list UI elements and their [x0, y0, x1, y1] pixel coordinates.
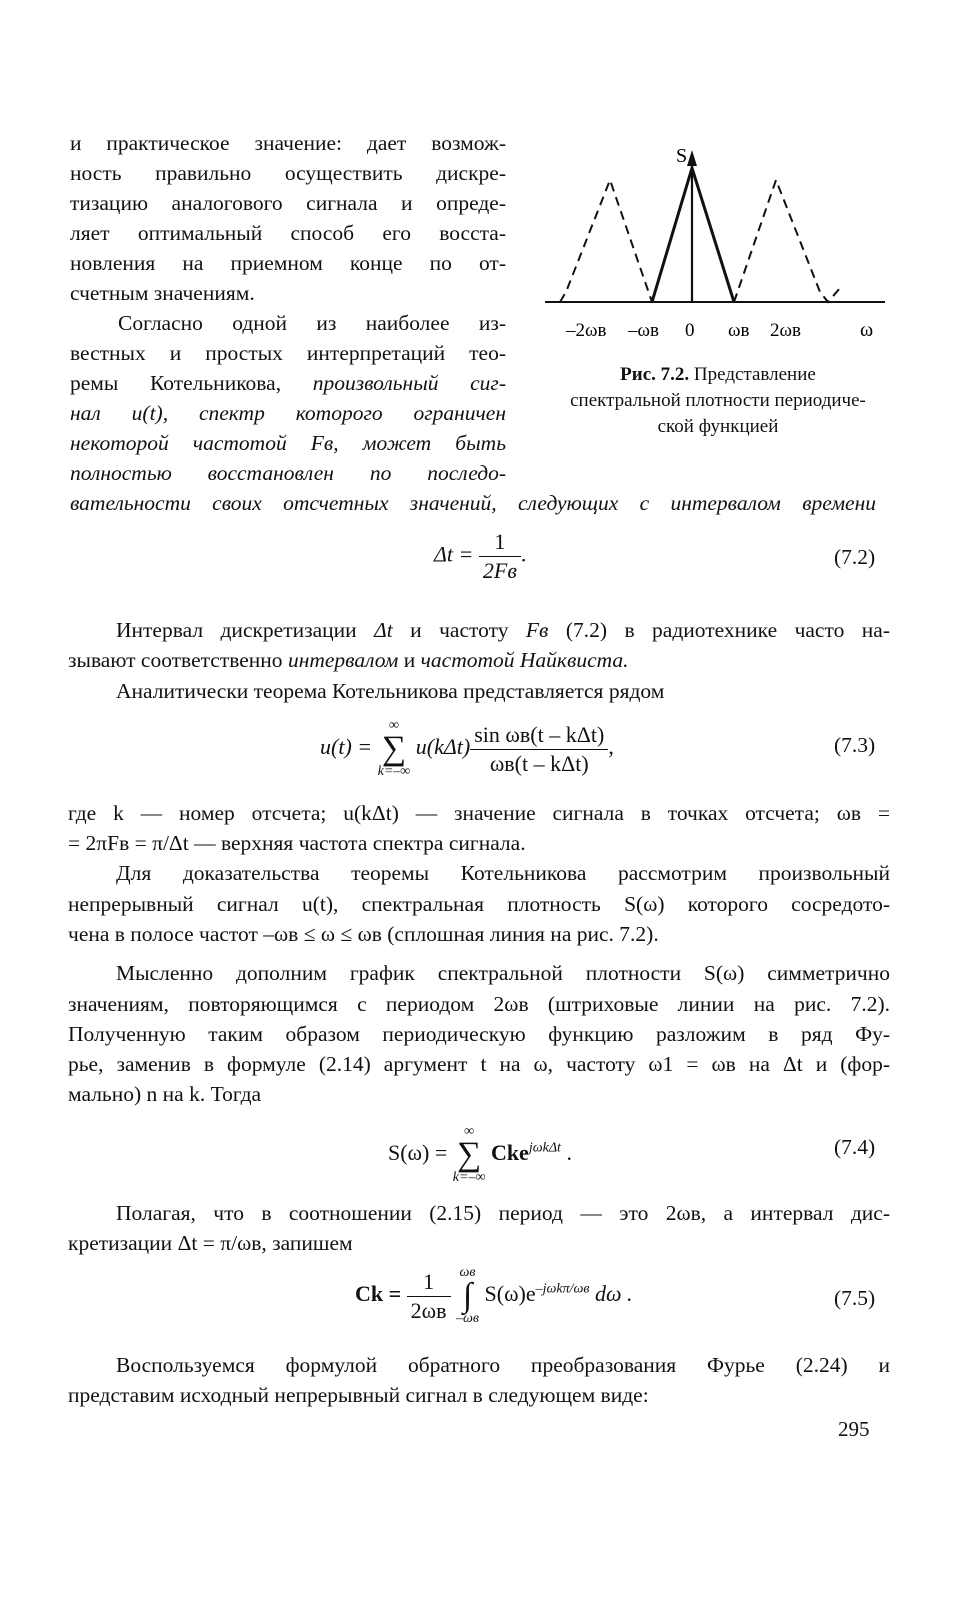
mental-line-5: мально) n на k. Тогда — [68, 1082, 262, 1106]
equation-7-3: u(t) = ∞ ∑ k=–∞ u(kΔt) $\frac{\text{sin ωв(t – kΔt)}}{\text{ωв(t – kΔt)}}$ , — [320, 718, 614, 779]
analytic-line: Аналитически теорема Котельникова представляется рядом — [116, 679, 665, 703]
equation-number: (7.2) — [834, 545, 876, 569]
tick-label: –2ωв — [566, 320, 607, 341]
theorem-line-7: вательности своих отсчетных значений, следующих с интервалом времени — [70, 491, 876, 515]
caption-text-1: Представление — [693, 364, 816, 385]
intro-line-3: тизацию аналогового сигнала и опреде- — [70, 191, 506, 215]
equation-7-4: S(ω) = ∞ ∑ k=–∞ Cke$^{j\omega k\Delta t}$ . — [388, 1124, 572, 1185]
where-line-1: где k — номер отсчета; u(kΔt) — значение сигнала в точках отсчета; ωв = — [68, 801, 890, 825]
x-axis-label: ω — [860, 319, 874, 341]
period-line-1: Полагая, что в соотношении (2.15) период — это 2ωв, а интервал дис- — [116, 1201, 890, 1225]
mental-line-2: значениям, повторяющимся с периодом 2ωв (штриховые линии на рис. 7.2). — [68, 992, 890, 1016]
tick-label: ωв — [728, 320, 750, 341]
figure-caption — [533, 362, 903, 440]
where-line-2: = 2πFв = π/Δt — верхняя частота спектра сигнала. — [68, 831, 526, 855]
mental-line-1: Мысленно дополним график спектральной плотности S(ω) симметрично — [116, 961, 890, 985]
caption-number: Рис. 7.2. — [620, 364, 690, 385]
period-line-2: кретизации Δt = π/ωв, запишем — [68, 1231, 353, 1255]
spectrum-figure — [530, 140, 930, 350]
proof-line-1: Для доказательства теоремы Котельникова рассмотрим произвольный — [116, 861, 890, 885]
theorem-line-4: нал u(t), спектр которого ограничен — [70, 401, 506, 425]
tick-label: 2ωв — [770, 320, 801, 341]
equation-7-2: Δt = $\frac{1}{2Fв}$ . — [434, 529, 527, 583]
mental-line-4: рье, заменив в формуле (2.14) аргумент t на ω, частоту ω1 = ωв на Δt и (фор- — [68, 1052, 890, 1076]
intro-line-5: новления на приемном конце по от- — [70, 251, 506, 275]
nyquist-line-2: зывают соответственно интервалом и частотой Найквиста. — [68, 648, 629, 672]
caption-text-3: ской функцией — [657, 416, 779, 437]
proof-line-3: чена в полосе частот –ωв ≤ ω ≤ ωв (сплошная линия на рис. 7.2). — [68, 922, 659, 946]
intro-line-1: и практическое значение: дает возмож- — [70, 131, 506, 155]
page-number: 295 — [838, 1417, 870, 1441]
theorem-line-6: полностью восстановлен по последо- — [70, 461, 506, 485]
final-line-1: Воспользуемся формулой обратного преобразования Фурье (2.24) и — [116, 1353, 890, 1377]
nyquist-line-1: Интервал дискретизации Δt и частоту Fв (7.2) в радиотехнике часто на- — [116, 618, 890, 642]
theorem-line-2: вестных и простых интерпретаций тео- — [70, 341, 506, 365]
final-line-2: представим исходный непрерывный сигнал в следующем виде: — [68, 1383, 649, 1407]
right-repeat-spectrum — [734, 180, 840, 302]
intro-line-4: ляет оптимальный способ его восста- — [70, 221, 506, 245]
tick-label: –ωв — [628, 320, 659, 341]
equation-number: (7.4) — [834, 1135, 876, 1159]
caption-text-2: спектральной плотности периодиче- — [570, 390, 866, 411]
equation-7-5: Ck = $\frac{1}{2\omega в}$ ωв ∫ –ωв $S(\omega)e^{-j\omega k\pi/\omega в}$ dω . — [355, 1265, 633, 1326]
equation-number: (7.5) — [834, 1286, 876, 1310]
left-repeat-spectrum — [560, 180, 652, 302]
intro-line-6: счетным значениям. — [70, 281, 255, 305]
tick-label: 0 — [685, 320, 695, 341]
intro-line-2: ность правильно осуществить дискре- — [70, 161, 506, 185]
theorem-line-1: Согласно одной из наиболее из- — [118, 311, 506, 335]
equation-number: (7.3) — [834, 733, 876, 757]
theorem-line-3: ремы Котельникова, произвольный сиг- — [70, 371, 506, 395]
y-axis-label: S — [676, 145, 688, 167]
theorem-line-5: некоторой частотой Fв, может быть — [70, 431, 506, 455]
mental-line-3: Полученную таким образом периодическую функцию разложим в ряд Фу- — [68, 1022, 890, 1046]
proof-line-2: непрерывный сигнал u(t), спектральная плотность S(ω) которого сосредото- — [68, 892, 890, 916]
